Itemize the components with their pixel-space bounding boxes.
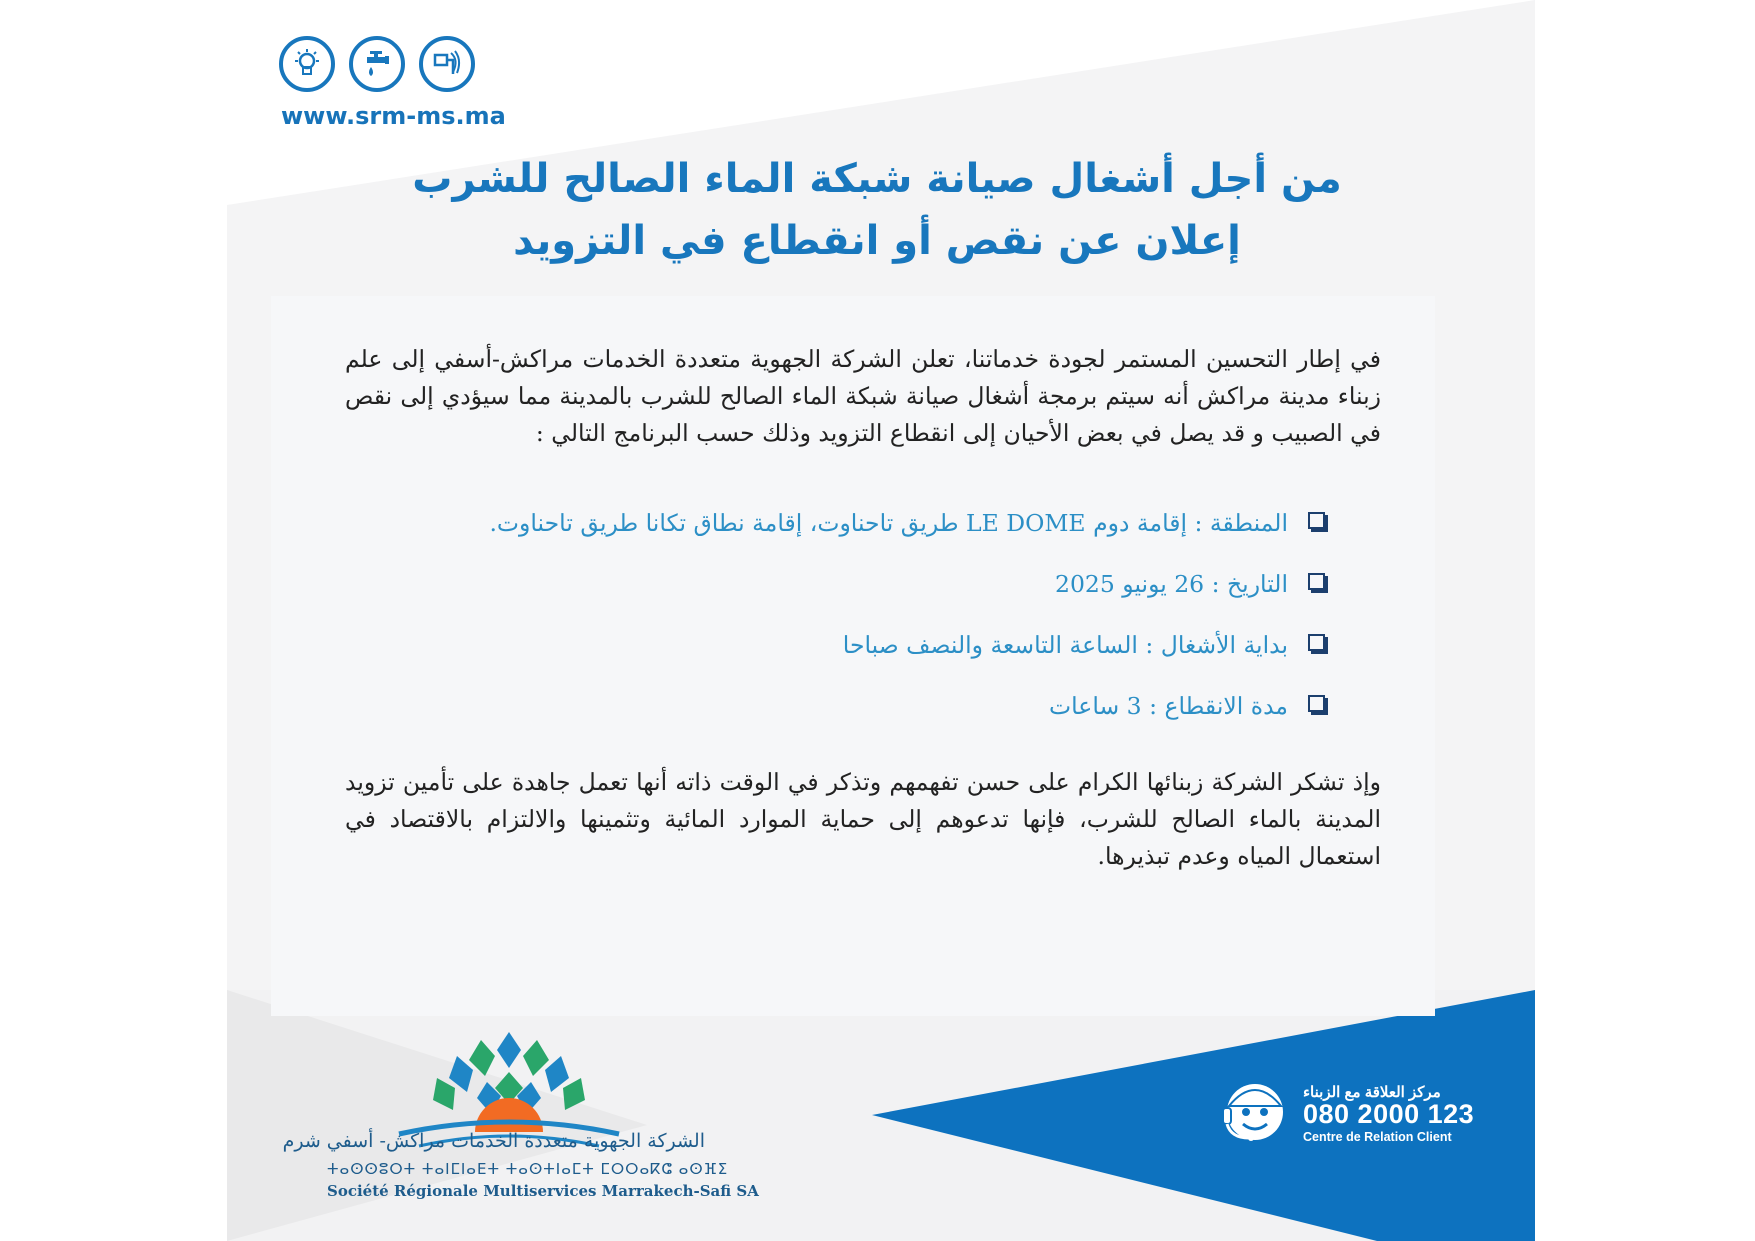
intro-paragraph: في إطار التحسين المستمر لجودة خدماتنا، تعلن الشركة الجهوية متعددة الخدمات مراكش-أسفي إلى علم زبناء مدينة مراكش أنه سيتم برمجة أشغال صيانة شبكة الماء الصالح للشرب بالمدينة مما سيؤدي إلى نقص في الصبيب و قد يصل في بعض الأحيان إلى انقطاع التزويد وذلك حسب البرنامج التالي : [345, 345, 1381, 447]
schedule-item-start-time [425, 614, 1325, 675]
schedule-item-label: المنطقة : إقامة دوم LE DOME طريق تاحناوت، إقامة نطاق تكانا طريق تاحناوت. [489, 508, 1288, 537]
schedule-item-duration [425, 675, 1325, 736]
schedule-item-label: مدة الانقطاع : 3 ساعات [1049, 691, 1288, 720]
checkbox-bullet-icon [1308, 573, 1325, 590]
headset-mascot-icon [1215, 1068, 1295, 1148]
announcement-title [377, 148, 1377, 272]
announcement-poster [227, 0, 1535, 1241]
announcement-card [271, 296, 1435, 1016]
website-url[interactable]: www.srm-ms.ma [281, 102, 506, 130]
schedule-item-zone [425, 492, 1325, 553]
call-center-arabic: مركز العلاقة مع الزبناء [1303, 1084, 1441, 1101]
electricity-bulb-icon [279, 36, 335, 92]
call-center-block [1303, 1083, 1474, 1144]
schedule-item-label: التاريخ : 26 يونيو 2025 [1055, 569, 1288, 598]
schedule-item-date [425, 553, 1325, 614]
closing-paragraph: وإذ تشكر الشركة زبنائها الكرام على حسن تفهمهم وتذكر في الوقت ذاته أنها تعمل جاهدة على تأمين تزويد المدينة بالماء الصالح للشرب، فإنها تدعوهم إلى حماية الموارد المائية وتثمينها والالتزام بالاقتصاد في استعمال المياه وعدم تبذيرها. [345, 768, 1381, 870]
company-name-tifinagh: ⵜⴰⵙⵙⵓⵔⵜ ⵜⴰⵏⵎⵏⴰⴹⵜ ⵜⴰⵙⵜⵏⴰⵎⵜ ⵎⵔⵔⴰⴽⵛ ⴰⵙⴼⵉ [327, 1160, 729, 1178]
company-name-arabic: الشركة الجهوية متعددة الخدمات مراكش- أسفي شرم [282, 1130, 705, 1152]
checkbox-bullet-icon [1308, 634, 1325, 651]
company-name-french: Société Régionale Multiservices Marrakech-Safi SA [327, 1182, 759, 1200]
title-line-1: من أجل أشغال صيانة شبكة الماء الصالح للشرب [412, 156, 1342, 202]
title-line-2: إعلان عن نقص أو انقطاع في التزويد [513, 218, 1241, 264]
call-center-french: Centre de Relation Client [1303, 1130, 1452, 1144]
water-tap-icon [349, 36, 405, 92]
sanitation-pipe-icon [419, 36, 475, 92]
schedule-item-label: بداية الأشغال : الساعة التاسعة والنصف صباحا [842, 630, 1288, 659]
schedule-list [425, 492, 1325, 736]
service-icons [279, 36, 475, 92]
call-center-number[interactable]: 080 2000 123 [1303, 1099, 1475, 1129]
checkbox-bullet-icon [1308, 512, 1325, 529]
checkbox-bullet-icon [1308, 695, 1325, 712]
